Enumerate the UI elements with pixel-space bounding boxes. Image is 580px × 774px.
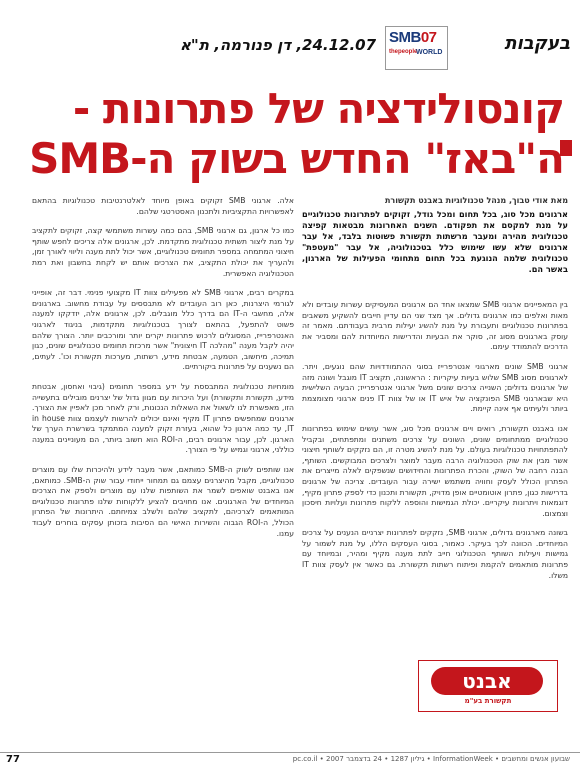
left-column — [32, 196, 294, 548]
paragraph: אנו שותפים לשוק ה-SMB כמותאם, אשר מעבר לידע ולהיכרות שלו עם מוצרים טכנולוגיים, מקבל מהיצרנים עצמם גם תמחור ייחודי עבור שוק ה-SMB. כמותאם, אנו באבנט שואפים לשמר את השותפות שלנו עם מוצרים ולספק את הצרכים המיוחדים של הארגונים. אנו מחויבים להציע ללקוחות שלנו פתרונות טכנולוגיים המותאמים לצרכיהם, לתקציב שלהם ולשלב צמיחתם. היתרונות של הפתרון הכולל, ה-ROI הגבוה והשירות האישי הם הסיבות בזכותן עסקים בוחרים לעבוד עמנו. — [32, 465, 295, 538]
page-footer — [0, 752, 580, 767]
headline-line-2: ה"באז" החדש בשוק ה-SMB — [29, 134, 564, 183]
section-header — [0, 24, 580, 70]
section-title: בעקבות — [504, 33, 570, 54]
byline: מאת אודי טבוך, מנהל טכנולוגיות באבנט תקשורת — [384, 196, 568, 205]
paragraph: במקרים רבים, ארגוני SMB לא מפעילים צוות IT מקצועי פנימי. דבר זה, אופייני לגורמי היצרנות, כאן רוב העובדים לא מתבססים על עבודת מחשוב. בארגונים אלה, מחשבי ה-IT הם בדרך כלל מוגבלים. לכן, ארגונים אלה, יזדקקו למענה פשוט להתפעל, בהתאם לצורך בטכנולוגיות מתקדמות, בניגוד לארגוני האנטרפרייז, המסוגלים לרכוש פתרונות יקרים יותר ומורכבים יותר. הצורך שלהם יהיה לקבל מענה "מהלכה IT חיצונית" אשר מרכזת תחומים טכנולוגיים שונים, כגון תמיכה, מיחשוב, הטמעה, אבטחת מידע, רשתות, מערכות תקשורת וכו'. לעתים, הם נשענים על פתרונות ביקורתיים. — [32, 288, 295, 372]
logo-sub2: WORLD — [416, 49, 443, 56]
page-number: 77 — [6, 754, 20, 765]
paragraph: בשונה מארגונים גדולים, ארגוני SMB, נזקקים לפתרונות יצרניים הנענים על צרכים המיוחדים. הכוונה לכך בעיקר. כאמור, בסוגי העסקים הללו, על מנת לשמור על גמישות ויעילות השותף הטכנולוגי חייב לתת מענה מקיף ומהיר, ובמיוחד עם פתרונות מותאמים להקמת ופיתוח רשתות תקשורת. גם כאשר אין לעסק צוות IT משלו. — [302, 528, 568, 580]
paragraph: כמו כל ארגון, גם ארגוני SMB, בהם כמה עשרות משתמשי קצה, זקוקים לתקציב על מנת ליצור תשתית טכנולוגית מתקדמת. לכן, ארגונים אלה צריכים לחפש שותף חיצוני המתמחה במספר תחומים טכנולוגיים, אשר יכול לתת מענה וליווי לאורך זמן, ולהעריך את יכולת התקציב, את הצרכים אותם יש לקחת בחשבון ואת רמת הטכנולוגיה האפשרית. — [32, 226, 294, 278]
avnet-logo: אבנט — [431, 667, 543, 695]
paragraph: ארגוני SMB שונים מארגוני אנטרפרייז בסוגי ההתמודדויות שהם נוגעים, ויתר. לארגונים מסוג SMB שלוש בעיות עיקריות : הראשונה, תקציב IT מוגבל ושונה מזה של ארגונים גדולים; השנייה צרכים שונים משל ארגוני אנטרפרייז; הבעיה השלישית היא שבארגוני SMB הפונקציה של איש IT או של צוות IT פנים ארגוני מצומצמת ביותר ולעיתים אף אינה קיימת. — [302, 361, 569, 414]
avnet-tagline: תקשורת בע"מ — [464, 697, 512, 705]
paragraph: אנו באבנט תקשורת, רואים ויים ארגונים מכל סוג, אשר עושים שימוש בפתרונות טכנולוגיים ממתחומים שונים, השונים על צרכים משתנים ומתפתחים, ובקביל להתפתחויות טכנולוגיות בעולם. על מנת להשיג מטרה זו, הם נזקקים לשותף חיצוני אשר מבין את שוק הטכנולוגיה הרבה מעבר למוצר ולצרכים המבוקשים. השותף, הבנה רחבה של השוק, והכרת הפתרונות והחידושים שנשפקים לאלה מייצרים את הפתרון הכולל לעסק וחוויה משתמש ישירה עבור העובדים. צריכה של ארגונים בדרישות כגון, פתרון אוטומטיים אופן מדויק, תקשורת ותכנון כדי לספק פתרון מקיף, דוגמאות ויתרונות עיקריים. יכולת הגמישות והוספה ללקוח פתרונות ועלויות חיסכון וצמצום. — [302, 423, 568, 518]
footer-text: שבועון אנשים ומחשבים • InformationWeek • גיליון 1287 • 24 בדצמבר 2007 • pc.co.il — [292, 755, 570, 763]
lead-paragraph: ארגונים מכל סוג, בכל תחום ומכל גודל, זקוקים לפתרונות טכנולוגיים על מנת למקסם את תפקודם. השנים האחרונות מבטאות קפיצה טכנולוגית מהירה ומעבר מרשתות תקשורת פשוטות בלבד, אל עבר ארגונים שלא עשו שימוש כלל בטכנולוגיה, אל עבר "מעטפת" טכנולוגית שלמה הנוגעת בכל תחום מתחומי הפעילות של הארגון, באשר הם. — [302, 209, 568, 274]
paragraph: אלה. ארגוני SMB זקוקים באופן מיוחד לאלטרנטיבות טכנולוגיות בהתאם לאפשרויות התקציביות ולתכנון האסטרטגי שלהם. — [32, 196, 294, 216]
logo-sub1: thepeople — [389, 49, 418, 55]
paragraph: בין המאפיינים ארגוני SMB שמצאו אחד הם ארגונים המעסיקים עשרות עובדים ולא מאות ואלפים כמו ארגונים גדולים. אך מצד שני הם עדיין חייבים להשקיע משאבים בפתרונות טכנולוגיים ותעבורת על מנת להשיג יעילות מרבית בעבודתם. מאמר זה עוסק בארגונים מסוג זה, סוקר את הבעיות והדרישות המיוחדות להם ומסביר את הדרכים להתמודד עימם. — [302, 300, 568, 352]
paragraph: מומחיות טכנולוגית המתבססת על ידע במספר תחומים (גיבוי ואחסון, אבטחת מידע, תקשורת ותקשורת) ועל היכרות עם מגוון גדול של יצרנים מובילים בתעשייה הזו, מאפשרת לנו לשאול את השאלות הנכונות, ורק לאחר מכן לאפיין את הצורך. ארגונים שמחפשים פתרון IT מקיף ואינם יכולים להרשות לעצמם צוות in house IT, עד כמה ארגון כל שהוא, בעזרת זקוק למענה המתמקד בשרשרת הערך של הארגון. לכן, עבור ארגונים רבים, ה-ROI הוא חשוב ביותר, הם מעוניינים במענה כוללני, ארגוני וגמיש על פי הצורך. — [32, 381, 294, 455]
avnet-ad[interactable] — [418, 660, 558, 712]
logo-smb: SMB07 — [389, 29, 437, 46]
headline-line-1: קונסולידציה של פתרונות - — [72, 84, 564, 133]
article-headline — [29, 84, 564, 184]
smb07-logo — [385, 26, 448, 70]
event-date-line: 24.12.07, דן פנורמה, ת"א — [180, 36, 377, 54]
right-column — [302, 300, 568, 590]
